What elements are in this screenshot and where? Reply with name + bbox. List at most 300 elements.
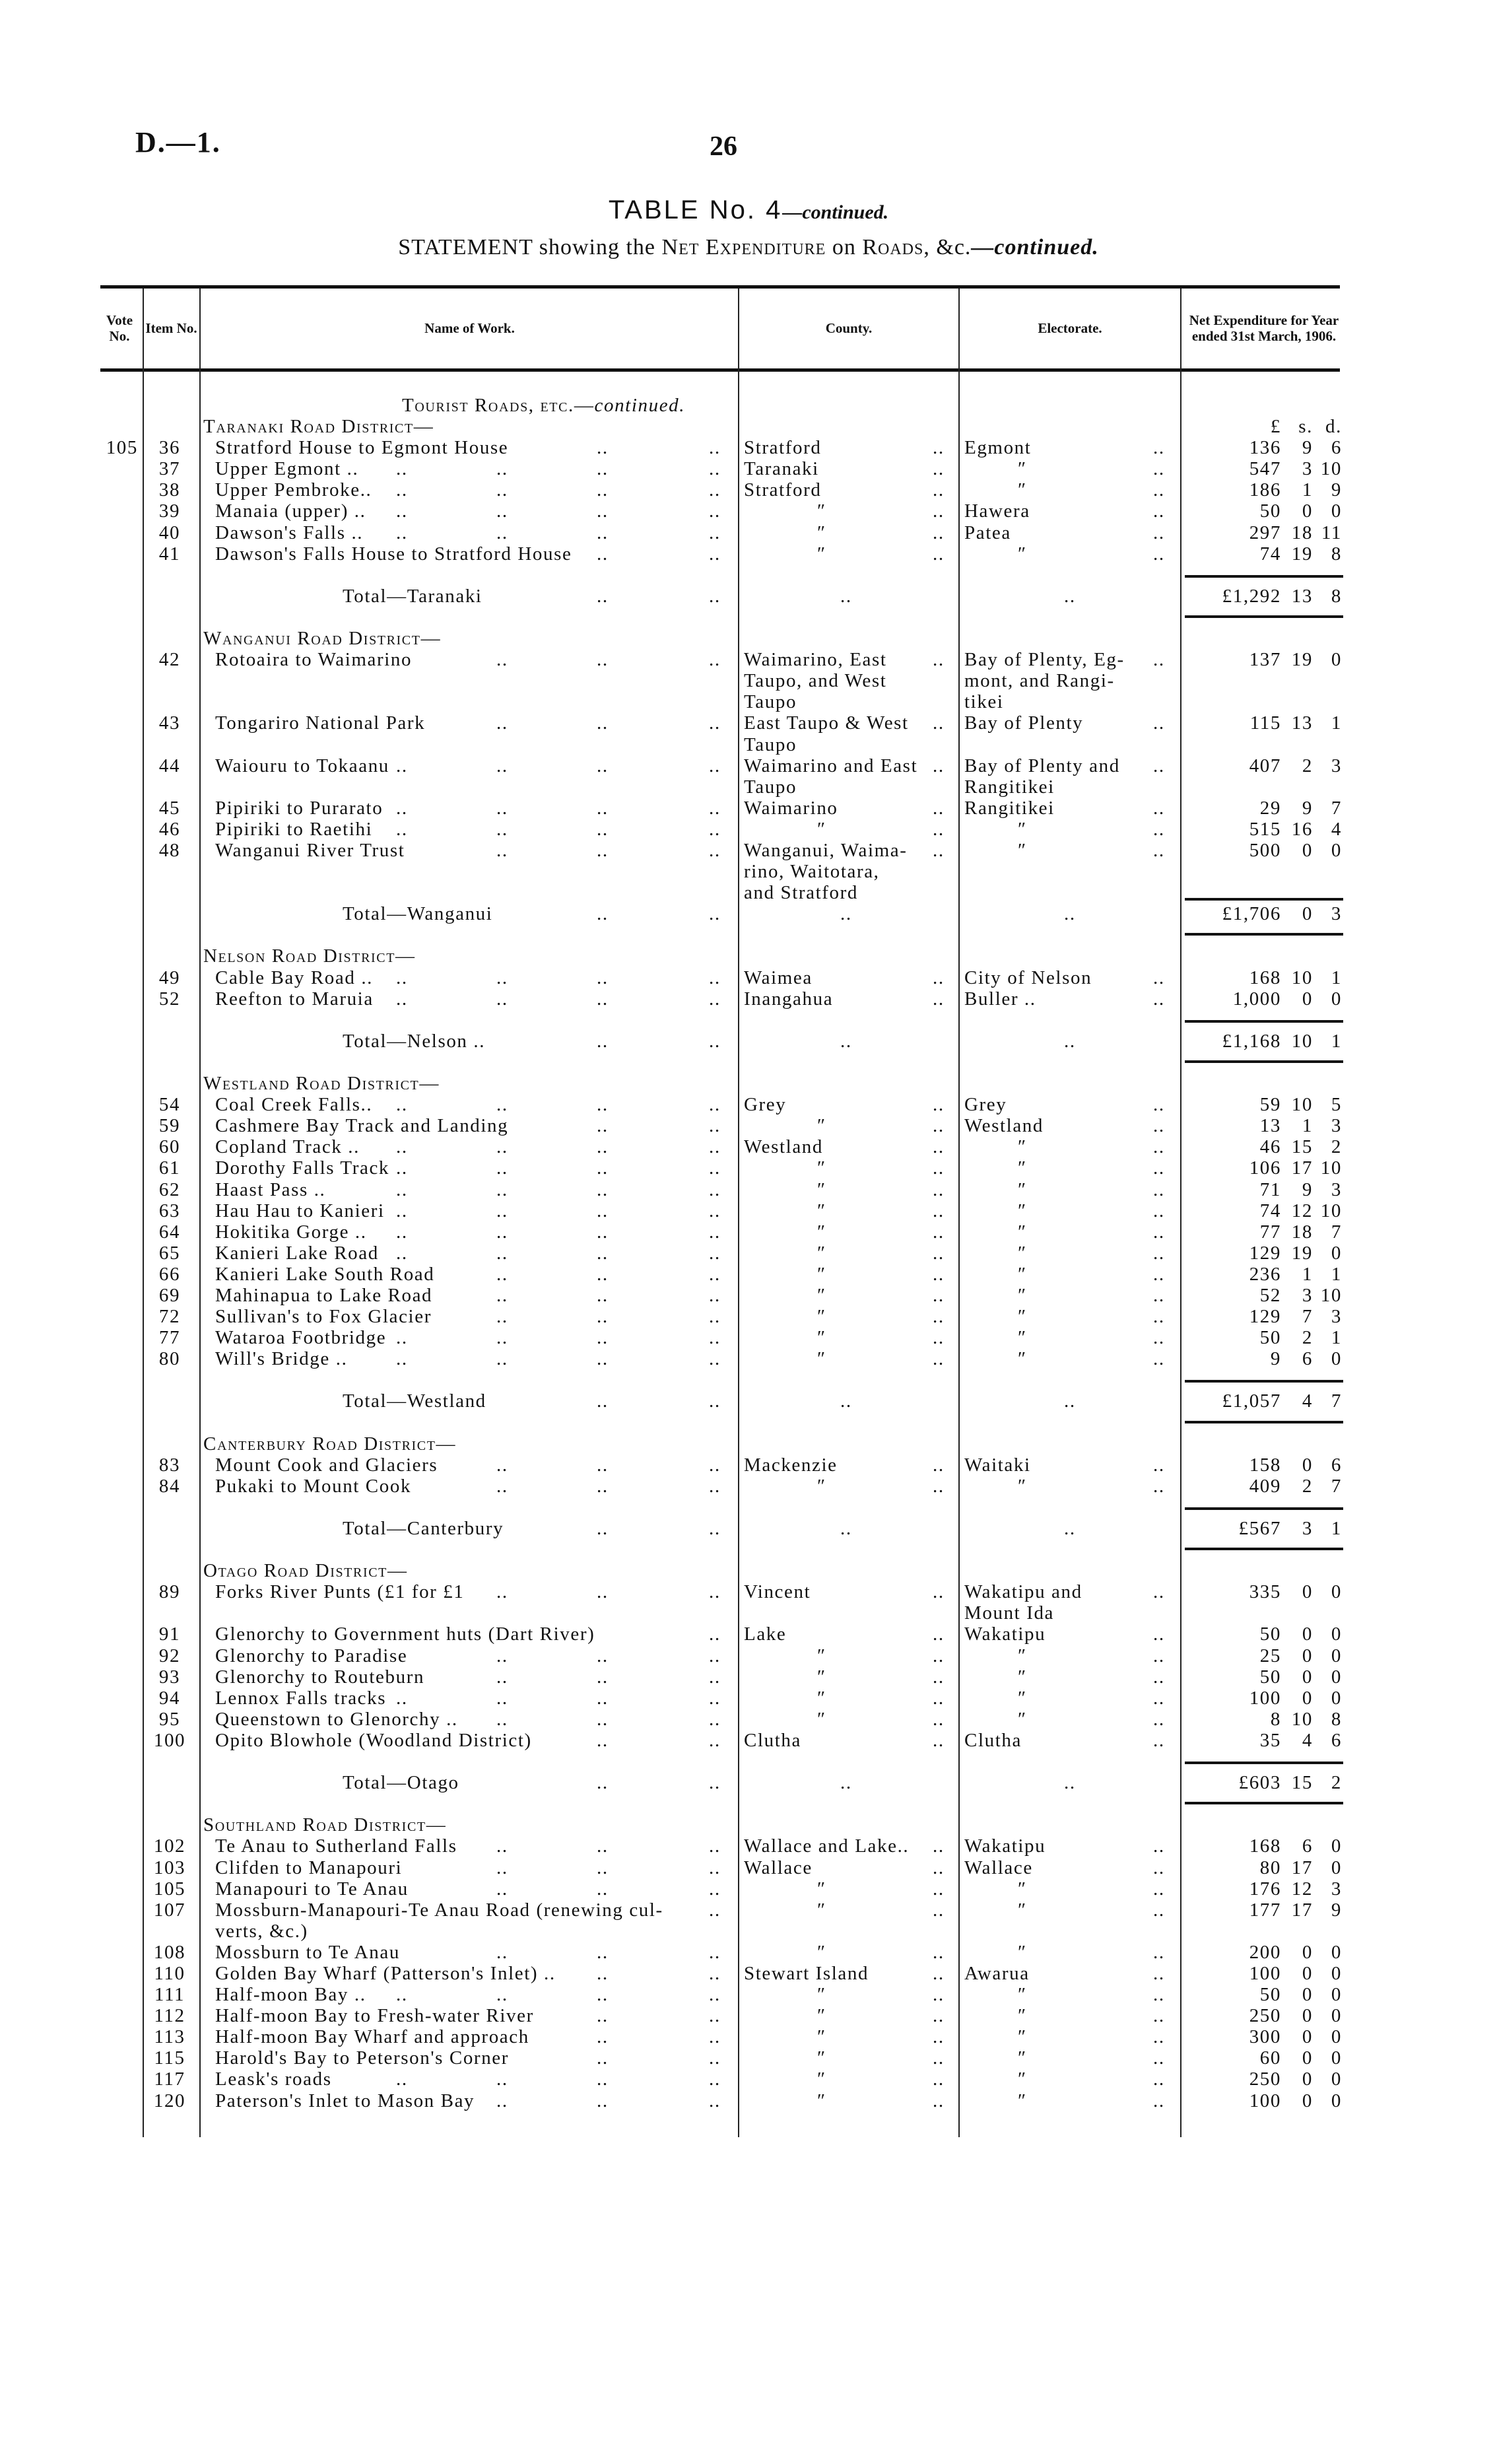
leader-dots: .. — [496, 1136, 508, 1158]
table-row — [97, 1285, 1345, 1306]
leader-dots: .. — [597, 1708, 609, 1730]
leader-dots: .. — [1064, 1030, 1076, 1052]
net-expenditure-cell — [1181, 1094, 1346, 1115]
pounds: 300 — [1249, 2026, 1281, 2048]
net-expenditure-cell — [1181, 1624, 1346, 1645]
table-row — [97, 755, 1345, 798]
leader-dots: .. — [597, 1200, 609, 1221]
leader-dots: .. — [597, 1518, 609, 1539]
county-cell — [741, 1581, 956, 1624]
pence: 6 — [1331, 1729, 1342, 1751]
work-name: Manapouri to Te Anau — [215, 1878, 409, 1899]
table-row — [97, 1179, 1345, 1200]
leader-dots: .. — [1153, 797, 1165, 819]
ditto-mark: ″ — [1018, 1645, 1027, 1666]
item-number: 77 — [158, 1327, 181, 1349]
electorate-cell — [962, 1200, 1177, 1221]
work-name-cell — [201, 967, 734, 988]
leader-dots: .. — [709, 967, 721, 988]
currency-unit: £ — [1270, 416, 1281, 438]
pounds: 59 — [1259, 1094, 1281, 1116]
leader-dots: .. — [396, 1984, 408, 2006]
leader-dots: .. — [396, 1687, 408, 1709]
work-name-cell — [201, 1476, 734, 1497]
item-number: 95 — [158, 1708, 181, 1730]
leader-dots: .. — [597, 543, 609, 565]
county-cell — [741, 2005, 956, 2026]
pence: 1 — [1331, 712, 1342, 734]
leader-dots: .. — [709, 1518, 721, 1539]
pounds: 50 — [1259, 1666, 1281, 1688]
table-row — [97, 500, 1345, 522]
leader-dots: .. — [1064, 1518, 1076, 1539]
net-expenditure-cell — [1181, 755, 1346, 798]
county-cell — [741, 1264, 956, 1285]
leader-dots: .. — [933, 1984, 945, 2006]
ditto-mark: ″ — [1018, 1687, 1027, 1709]
pounds: 137 — [1249, 649, 1281, 671]
leader-dots: .. — [496, 2090, 508, 2111]
leader-dots: .. — [1153, 1284, 1165, 1306]
leader-dots: .. — [496, 1645, 508, 1666]
work-name-cell — [201, 819, 734, 840]
item-number: 66 — [158, 1263, 181, 1285]
total-label-cell — [201, 903, 734, 924]
district-heading: Nelson Road District— — [203, 945, 416, 967]
leader-dots: .. — [1153, 2047, 1165, 2069]
shillings: 1 — [1302, 1115, 1313, 1137]
pence: 1 — [1331, 1518, 1342, 1539]
leader-dots: .. — [1153, 1857, 1165, 1878]
leader-dots: .. — [1153, 1306, 1165, 1328]
county-cell — [741, 712, 956, 755]
work-name: Will's Bridge .. — [215, 1348, 348, 1370]
pence: 0 — [1331, 649, 1342, 671]
work-name-cell — [201, 1454, 734, 1476]
item-number: 111 — [154, 1984, 185, 2006]
leader-dots: .. — [597, 1581, 609, 1603]
ditto-mark: ″ — [817, 1984, 826, 2006]
leader-dots: .. — [597, 2005, 609, 2027]
leader-dots: .. — [1153, 1263, 1165, 1285]
leader-dots: .. — [709, 2026, 721, 2048]
county-cell — [741, 522, 956, 543]
leader-dots: .. — [396, 1348, 408, 1370]
work-name: Wanganui River Trust — [215, 839, 405, 861]
table-row — [97, 1200, 1345, 1221]
leader-dots: .. — [396, 1136, 408, 1158]
county: Lake — [744, 1624, 787, 1645]
district-heading: Canterbury Road District— — [203, 1433, 457, 1454]
electorate: Awarua — [964, 1962, 1030, 1984]
county: Wanganui, Waima- rino, Waitotara, and Stratford — [744, 839, 908, 904]
net-expenditure-cell — [1181, 1878, 1346, 1899]
shillings: 2 — [1302, 755, 1313, 776]
ditto-mark: ″ — [1018, 1284, 1027, 1306]
pence: 0 — [1331, 1645, 1342, 1666]
shillings: 16 — [1291, 818, 1313, 840]
item-number: 52 — [158, 988, 181, 1010]
work-name: Half-moon Bay Wharf and approach — [215, 2026, 529, 2048]
leader-dots: .. — [1153, 479, 1165, 501]
item-number: 69 — [158, 1284, 181, 1306]
electorate-cell — [962, 1264, 1177, 1285]
leader-dots: .. — [933, 2069, 945, 2090]
leader-dots: .. — [396, 1327, 408, 1349]
county: Stratford — [744, 479, 822, 501]
leader-dots: .. — [933, 479, 945, 501]
pence: 2 — [1331, 1136, 1342, 1158]
leader-dots: .. — [597, 797, 609, 819]
net-expenditure-cell — [1181, 1666, 1346, 1688]
ditto-mark: ″ — [817, 1645, 826, 1666]
ditto-mark: ″ — [817, 1306, 826, 1328]
ditto-mark: ″ — [817, 1284, 826, 1306]
table-row — [97, 1984, 1345, 2005]
leader-dots: .. — [709, 1115, 721, 1137]
leader-dots: .. — [709, 1263, 721, 1285]
electorate-cell — [962, 1157, 1177, 1179]
table-row — [97, 1899, 1345, 1942]
leader-dots: .. — [496, 1242, 508, 1264]
item-number: 84 — [158, 1475, 181, 1497]
leader-dots: .. — [1153, 500, 1165, 522]
pounds: 409 — [1249, 1475, 1281, 1497]
leader-dots: .. — [933, 1835, 945, 1857]
item-number: 63 — [158, 1200, 181, 1221]
county: Waimarino and East Taupo — [744, 755, 918, 798]
table-row — [97, 712, 1345, 755]
table-row — [97, 2069, 1345, 2090]
work-name: Hokitika Gorge .. — [215, 1221, 367, 1243]
net-expenditure-cell — [1181, 1115, 1346, 1136]
shillings: 9 — [1302, 1179, 1313, 1200]
statement-title — [0, 235, 1497, 260]
electorate: City of Nelson — [964, 967, 1092, 988]
item-number: 59 — [158, 1115, 181, 1137]
leader-dots: .. — [1153, 1454, 1165, 1476]
leader-dots: .. — [933, 818, 945, 840]
shillings: 0 — [1302, 1624, 1313, 1645]
shillings: 10 — [1291, 1094, 1313, 1116]
shillings: 7 — [1302, 1306, 1313, 1328]
section-heading-row — [97, 945, 1345, 967]
leader-dots: .. — [597, 818, 609, 840]
pounds: 129 — [1249, 1242, 1281, 1264]
work-name-cell — [201, 1264, 734, 1285]
work-name: Pipiriki to Raetihi — [215, 818, 373, 840]
ditto-mark: ″ — [1018, 2090, 1027, 2111]
county: Wallace and Lake.. — [744, 1835, 910, 1857]
item-number: 105 — [153, 1878, 186, 1899]
pounds: 100 — [1249, 2090, 1281, 2111]
leader-dots: .. — [1153, 1475, 1165, 1497]
item-number: 39 — [158, 500, 181, 522]
leader-dots: .. — [709, 1242, 721, 1264]
net-expenditure-cell — [1181, 1306, 1346, 1327]
leader-dots: .. — [709, 437, 721, 459]
ditto-mark: ″ — [1018, 479, 1027, 501]
ditto-mark: ″ — [817, 2005, 826, 2027]
leader-dots: .. — [597, 903, 609, 925]
item-number: 108 — [153, 1941, 186, 1963]
leader-dots: .. — [709, 522, 721, 543]
ditto-mark: ″ — [817, 2047, 826, 2069]
county-cell — [741, 1200, 956, 1221]
leader-dots: .. — [597, 649, 609, 671]
leader-dots: .. — [709, 500, 721, 522]
tourist-roads-heading — [201, 395, 935, 416]
section-total-row — [97, 1031, 1345, 1052]
leader-dots: .. — [933, 1475, 945, 1497]
leader-dots: .. — [597, 1284, 609, 1306]
column-header-item: Item No. — [145, 320, 197, 336]
pounds: 176 — [1249, 1878, 1281, 1899]
ditto-mark: ″ — [817, 1221, 826, 1243]
work-name: Reefton to Maruia — [215, 988, 374, 1010]
county: Waimarino — [744, 797, 838, 819]
pence: 10 — [1320, 1284, 1342, 1306]
work-name: Forks River Punts (£1 for £1 — [215, 1581, 465, 1603]
leader-dots: .. — [1153, 1348, 1165, 1370]
leader-dots: .. — [709, 1179, 721, 1200]
work-name-cell — [201, 1730, 734, 1751]
table-row — [97, 1115, 1345, 1136]
county-cell — [741, 1730, 956, 1751]
county: Stewart Island — [744, 1962, 869, 1984]
item-number: 72 — [158, 1306, 181, 1328]
leader-dots: .. — [709, 1475, 721, 1497]
work-name-cell — [201, 712, 734, 755]
pence: 0 — [1331, 500, 1342, 522]
pence: 3 — [1331, 1179, 1342, 1200]
net-expenditure-cell — [1181, 500, 1346, 522]
county-cell — [741, 1243, 956, 1264]
shillings: 19 — [1291, 649, 1313, 671]
shillings: 19 — [1291, 1242, 1313, 1264]
blank-line — [97, 1052, 1345, 1073]
work-name: Leask's roads — [215, 2069, 332, 2090]
leader-dots: .. — [597, 1878, 609, 1899]
work-name-cell — [201, 1963, 734, 1984]
leader-dots: .. — [597, 437, 609, 459]
leader-dots: .. — [1153, 2005, 1165, 2027]
electorate: Hawera — [964, 500, 1030, 522]
item-number: 37 — [158, 458, 181, 480]
work-name: Dorothy Falls Track — [215, 1157, 390, 1179]
net-expenditure-cell — [1181, 1581, 1346, 1624]
leader-dots: .. — [597, 1115, 609, 1137]
electorate-cell — [962, 437, 1177, 458]
leader-dots: .. — [496, 1687, 508, 1709]
leader-dots: .. — [597, 522, 609, 543]
leader-dots: .. — [597, 1772, 609, 1794]
leader-dots: .. — [1153, 543, 1165, 565]
pounds: 177 — [1249, 1899, 1281, 1921]
shillings: 0 — [1302, 903, 1313, 925]
leader-dots: .. — [496, 1094, 508, 1116]
pence: 10 — [1320, 1157, 1342, 1179]
table-no: No. — [709, 195, 756, 224]
work-name-cell — [201, 2026, 734, 2047]
table-row — [97, 1878, 1345, 1899]
blank-line — [97, 607, 1345, 628]
leader-dots: .. — [933, 1687, 945, 1709]
net-expenditure-cell — [1181, 712, 1346, 755]
statement-e: , &c. — [923, 235, 972, 259]
pounds: 100 — [1249, 1687, 1281, 1709]
electorate: Grey — [964, 1094, 1007, 1116]
leader-dots: .. — [1064, 585, 1076, 607]
shillings: 0 — [1302, 2047, 1313, 2069]
net-expenditure-cell — [1181, 1772, 1346, 1793]
net-expenditure-cell — [1181, 2005, 1346, 2026]
leader-dots: .. — [597, 1221, 609, 1243]
work-name-cell — [201, 1285, 734, 1306]
pounds: £1,706 — [1222, 903, 1281, 925]
section-total-row — [97, 1518, 1345, 1539]
section-heading-row — [97, 1433, 1345, 1454]
leader-dots: .. — [597, 1835, 609, 1857]
leader-dots: .. — [496, 755, 508, 776]
net-expenditure-cell — [1181, 458, 1346, 479]
item-number: 100 — [153, 1729, 186, 1751]
ditto-mark: ″ — [817, 1179, 826, 1200]
pence: 0 — [1331, 1348, 1342, 1370]
shillings: 12 — [1291, 1878, 1313, 1899]
electorate-cell — [962, 1899, 1177, 1942]
pence: 1 — [1331, 967, 1342, 988]
county: Mackenzie — [744, 1454, 838, 1476]
work-name-cell — [201, 840, 734, 903]
net-expenditure-cell — [1181, 1221, 1346, 1243]
table-row — [97, 458, 1345, 479]
county-cell — [741, 1476, 956, 1497]
county-cell — [741, 1709, 956, 1730]
item-number: 54 — [158, 1094, 181, 1116]
leader-dots: .. — [933, 1708, 945, 1730]
leader-dots: .. — [1153, 839, 1165, 861]
shillings: 0 — [1302, 2090, 1313, 2111]
leader-dots: .. — [933, 1179, 945, 1200]
work-name: Mahinapua to Lake Road — [215, 1284, 433, 1306]
leader-dots: .. — [597, 1729, 609, 1751]
leader-dots: .. — [597, 1645, 609, 1666]
leader-dots: .. — [1153, 1835, 1165, 1857]
ditto-mark: ″ — [1018, 1179, 1027, 1200]
pence: 6 — [1331, 437, 1342, 459]
county-cell — [741, 2090, 956, 2111]
electorate: Bay of Plenty — [964, 712, 1084, 734]
leader-dots: .. — [933, 2005, 945, 2027]
leader-dots: .. — [933, 712, 945, 734]
leader-dots: .. — [597, 2069, 609, 2090]
pounds: 50 — [1259, 1984, 1281, 2006]
county-cell — [741, 1179, 956, 1200]
leader-dots: .. — [933, 522, 945, 543]
work-name-cell — [201, 1984, 734, 2005]
leader-dots: .. — [1153, 2090, 1165, 2111]
column-header-county: County. — [825, 320, 873, 336]
electorate-cell — [962, 2026, 1177, 2047]
leader-dots: .. — [396, 1221, 408, 1243]
leader-dots: .. — [840, 1390, 852, 1412]
leader-dots: .. — [1153, 1581, 1165, 1603]
leader-dots: .. — [496, 1475, 508, 1497]
work-name: Cashmere Bay Track and Landing — [215, 1115, 509, 1137]
pounds: 297 — [1249, 522, 1281, 543]
work-name: Pipiriki to Purarato — [215, 797, 383, 819]
table-row — [97, 1835, 1345, 1857]
leader-dots: .. — [597, 479, 609, 501]
work-name: Lennox Falls tracks — [215, 1687, 387, 1709]
leader-dots: .. — [396, 988, 408, 1010]
leader-dots: .. — [1153, 1200, 1165, 1221]
table-row — [97, 1709, 1345, 1730]
vote-number: 105 — [106, 437, 138, 459]
pence: 1 — [1331, 1327, 1342, 1349]
leader-dots: .. — [396, 1200, 408, 1221]
electorate-cell — [962, 798, 1177, 819]
work-name: Pukaki to Mount Cook — [215, 1475, 412, 1497]
pence: 0 — [1331, 2026, 1342, 2048]
leader-dots: .. — [597, 712, 609, 734]
leader-dots: .. — [496, 967, 508, 988]
item-number: 42 — [158, 649, 181, 671]
leader-dots: .. — [496, 1284, 508, 1306]
ditto-mark: ″ — [1018, 1475, 1027, 1497]
shillings: 0 — [1302, 2005, 1313, 2027]
leader-dots: .. — [709, 1857, 721, 1878]
work-name: Rotoaira to Waimarino — [215, 649, 413, 671]
item-number: 93 — [158, 1666, 181, 1688]
work-name-cell — [201, 1157, 734, 1179]
net-expenditure-cell — [1181, 903, 1346, 924]
ditto-mark: ″ — [1018, 1878, 1027, 1899]
ditto-mark: ″ — [817, 543, 826, 565]
work-name: Glenorchy to Paradise — [215, 1645, 408, 1666]
pounds: 60 — [1259, 2047, 1281, 2069]
ditto-mark: ″ — [817, 1200, 826, 1221]
leader-dots: .. — [933, 1094, 945, 1116]
work-name-cell — [201, 479, 734, 500]
net-expenditure-cell — [1181, 1942, 1346, 1963]
blank-line — [97, 565, 1345, 586]
leader-dots: .. — [933, 988, 945, 1010]
net-expenditure-cell — [1181, 2026, 1346, 2047]
table-row — [97, 1454, 1345, 1476]
total-county-cell — [741, 903, 956, 924]
tourist-heading-text: Tourist Roads, etc.— — [402, 395, 595, 416]
table-title — [0, 195, 1497, 225]
leader-dots: .. — [933, 1857, 945, 1878]
table-row — [97, 1348, 1345, 1369]
electorate: Waitaki — [964, 1454, 1031, 1476]
leader-dots: .. — [597, 1136, 609, 1158]
net-expenditure-cell — [1181, 1835, 1346, 1857]
pence: 7 — [1331, 1221, 1342, 1243]
leader-dots: .. — [396, 797, 408, 819]
leader-dots: .. — [1153, 1666, 1165, 1688]
district-heading: Otago Road District— — [203, 1560, 408, 1582]
work-name: Clifden to Manapouri — [215, 1857, 403, 1878]
table-number: 4 — [766, 195, 783, 224]
ditto-mark: ″ — [817, 1327, 826, 1349]
leader-dots: .. — [933, 1284, 945, 1306]
county: Grey — [744, 1094, 787, 1116]
work-name: Upper Egmont .. — [215, 458, 359, 480]
leader-dots: .. — [1153, 1984, 1165, 2006]
